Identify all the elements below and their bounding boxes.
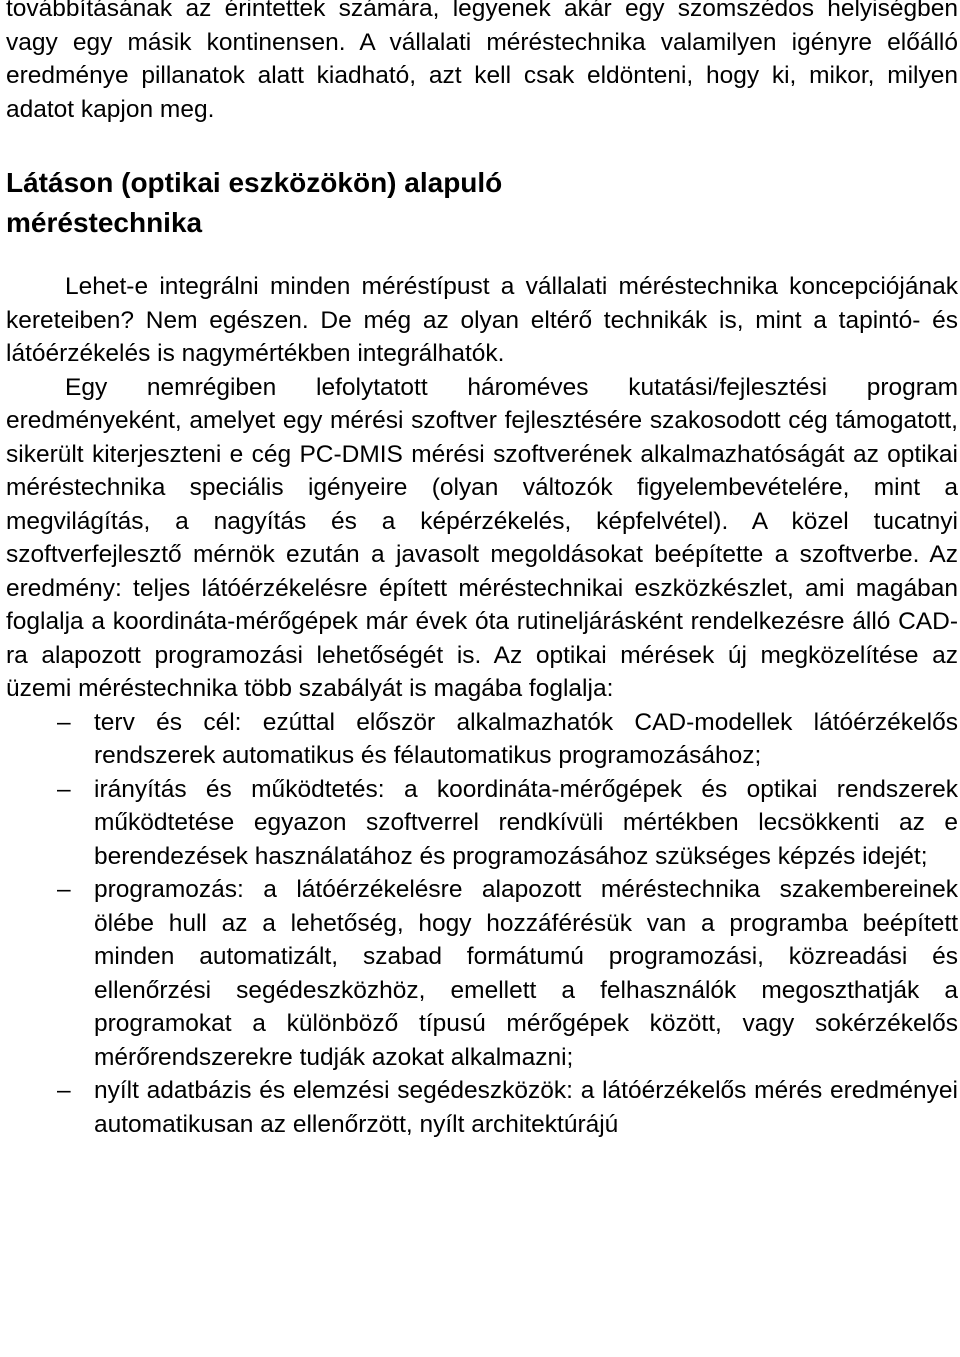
list-item-text: irányítás és működtetés: a koordináta-mérőgépek és optikai rendszerek működtetése egyazon szoftverrel rendkívüli mértékben lecsökkenti az e berendezések használatához és programozásához szükséges képzés idejét; (94, 775, 958, 870)
body-paragraph-2: Egy nemrégiben lefolytatott hároméves kutatási/fejlesztési program eredményeként, amelyet egy mérési szoftver fejlesztésére szakosodott cég támogatott, sikerült kiterjeszteni e cég PC-DMIS mérési szoftverének alkalmazhatóságát az optikai méréstechnika speciális igényeire (olyan változók figyelembevételére, mint a megvilágítás, a nagyítás és a képérzékelés, képfelvétel). A közel tucatnyi szoftverfejlesztő mérnök ezután a javasolt megoldásokat beépítette a szoftverbe. Az eredmény: teljes látóérzékelésre épített méréstechnikai eszközkészlet, ami magában foglalja a koordináta-mérőgépek már évek óta rutineljárásként rendelkezésre álló CAD-ra alapozott programozási lehetőségét is. Az optikai mérések új megközelítése az üzemi méréstechnika több szabályát is magába foglalja: (6, 373, 958, 702)
dash-bullet: – (57, 708, 71, 736)
list-item-text: nyílt adatbázis és elemzési segédeszközök: a látóérzékelős mérés eredményei automatikusan az ellenőrzött, nyílt architektúrájú (94, 1077, 958, 1138)
bullet-list (6, 706, 958, 1142)
section-heading (6, 163, 502, 243)
list-item-text: terv és cél: ezúttal először alkalmazhatók CAD-modellek látóérzékelős rendszerek automatikus és félautomatikus programozásához; (94, 708, 958, 769)
list-item (6, 873, 958, 1074)
section-heading-line-2: méréstechnika (6, 207, 203, 238)
intro-paragraph: továbbításának az érintettek számára, legyenek akár egy szomszédos helyiségben vagy egy másik kontinensen. A vállalati méréstechnika valamilyen igényre előálló eredménye pillanatok alatt kiadható, azt kell csak eldönteni, hogy ki, mikor, milyen adatot kapjon meg. (6, 0, 958, 123)
body-paragraph-1: Lehet-e integrálni minden méréstípust a vállalati méréstechnika koncepciójának kereteiben? Nem egészen. De még az olyan eltérő technikák is, mint a tapintó- és látóérzékelés is nagymértékben integrálhatók. (6, 273, 958, 367)
list-item (6, 1074, 958, 1141)
dash-bullet: – (57, 1077, 71, 1104)
list-item-text: programozás: a látóérzékelésre alapozott méréstechnika szakembereinek ölébe hull az a lehetőség, hogy hozzáférésük van a programba beépített minden automatizált, szabad formátumú programozási, közreadási és ellenőrzési segédeszközhöz, emellett a felhasználók megoszthatják a programokat a különböző típusú mérőgépek között, vagy sokérzékelős mérőrendszerekre tudják azokat alkalmazni; (94, 876, 958, 1071)
section-heading-line-1: Látáson (optikai eszközökön) alapuló (6, 167, 503, 198)
section-body (6, 270, 958, 1141)
list-item (6, 706, 958, 773)
list-item (6, 773, 958, 874)
document-page (6, 0, 958, 1357)
dash-bullet: – (57, 876, 71, 903)
dash-bullet: – (57, 775, 71, 803)
